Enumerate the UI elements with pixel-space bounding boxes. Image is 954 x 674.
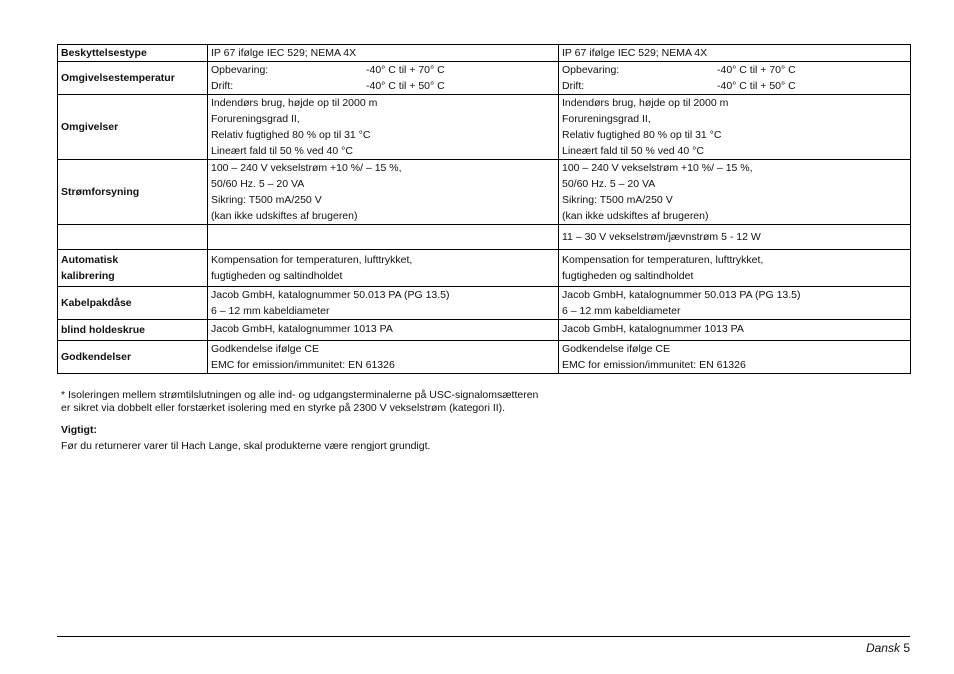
- row-label: [58, 250, 208, 287]
- cell-line: Lineært fald til 50 % ved 40 °C: [211, 145, 353, 157]
- footnote-line: er sikret via dobbelt eller forstærket isolering med en styrke på 2300 V vekselstrøm (kategori II).: [61, 402, 506, 414]
- table-row-cable-gland: [58, 287, 911, 320]
- cell-col1: [208, 320, 559, 341]
- row-label: Beskyttelsestype: [58, 45, 208, 62]
- cell-line: 50/60 Hz. 5 – 20 VA: [211, 178, 305, 190]
- row-label: blind holdeskrue: [58, 320, 208, 341]
- cell-line: Forureningsgrad II,: [562, 113, 651, 125]
- row-label-line: kalibrering: [61, 270, 115, 282]
- spec-table: [57, 44, 911, 374]
- pair-line: [211, 78, 555, 94]
- table-row-environment: [58, 95, 911, 160]
- pair-value: -40° C til + 50° C: [717, 80, 796, 92]
- pair-line: [211, 62, 555, 78]
- cell-col1: [208, 160, 559, 225]
- footer-language: Dansk: [865, 641, 900, 655]
- table-row-blind-screw: [58, 320, 911, 341]
- cell-col1: [208, 287, 559, 320]
- pair-key: Drift:: [562, 80, 585, 92]
- cell-line: Relativ fugtighed 80 % op til 31 °C: [562, 129, 722, 141]
- cell-line: Indendørs brug, højde op til 2000 m: [211, 97, 378, 109]
- pair-line: [562, 78, 907, 94]
- row-label: [58, 225, 208, 250]
- cell-col1: [208, 225, 559, 250]
- table-row-power-dc: [58, 225, 911, 250]
- cell-line: Jacob GmbH, katalognummer 50.013 PA (PG 13.5): [211, 289, 450, 301]
- table-row-protection: [58, 45, 911, 62]
- cell-col1: [208, 62, 559, 95]
- cell-line: 6 – 12 mm kabeldiameter: [562, 305, 681, 317]
- pair-value: -40° C til + 70° C: [366, 64, 445, 76]
- cell-col1: [208, 95, 559, 160]
- cell-line: 100 – 240 V vekselstrøm +10 %/ – 15 %,: [562, 162, 753, 174]
- cell-line: 50/60 Hz. 5 – 20 VA: [562, 178, 656, 190]
- table-row-approvals: [58, 341, 911, 374]
- pair-value: -40° C til + 70° C: [717, 64, 796, 76]
- footer-divider: [57, 636, 910, 637]
- cell-line: Relativ fugtighed 80 % op til 31 °C: [211, 129, 371, 141]
- cell-col2: [559, 287, 911, 320]
- notes-section: [61, 389, 538, 453]
- cell-line: Lineært fald til 50 % ved 40 °C: [562, 145, 704, 157]
- cell-line: Godkendelse ifølge CE: [211, 343, 319, 355]
- cell-col2: [559, 250, 911, 287]
- pair-value: -40° C til + 50° C: [366, 80, 445, 92]
- cell-line: Forureningsgrad II,: [211, 113, 300, 125]
- cell-col2: [559, 62, 911, 95]
- cell-line: 100 – 240 V vekselstrøm +10 %/ – 15 %,: [211, 162, 402, 174]
- cell-line: EMC for emission/immunitet: EN 61326: [211, 359, 395, 371]
- cell-col2: [559, 45, 911, 62]
- cell-line: EMC for emission/immunitet: EN 61326: [562, 359, 746, 371]
- cell-line: IP 67 ifølge IEC 529; NEMA 4X: [562, 47, 708, 59]
- footnote-line: * Isoleringen mellem strømtilslutningen og alle ind- og udgangsterminalerne på USC-signalomsætteren: [61, 389, 539, 401]
- cell-line: Godkendelse ifølge CE: [562, 343, 670, 355]
- cell-line: Jacob GmbH, katalognummer 50.013 PA (PG 13.5): [562, 289, 801, 301]
- important-heading: Vigtigt:: [61, 424, 97, 436]
- cell-line: IP 67 ifølge IEC 529; NEMA 4X: [211, 47, 357, 59]
- cell-line: Sikring: T500 mA/250 V: [562, 194, 673, 206]
- cell-line: (kan ikke udskiftes af brugeren): [562, 210, 709, 222]
- cell-col2: [559, 95, 911, 160]
- cell-col1: [208, 341, 559, 374]
- cell-line: Jacob GmbH, katalognummer 1013 PA: [562, 323, 744, 335]
- cell-col2: [559, 225, 911, 250]
- cell-line: Indendørs brug, højde op til 2000 m: [562, 97, 729, 109]
- cell-col1: [208, 45, 559, 62]
- row-label-line: Automatisk: [61, 254, 119, 266]
- table-row-calibration: [58, 250, 911, 287]
- table-row-temperature: [58, 62, 911, 95]
- cell-line: Kompensation for temperaturen, lufttrykket,: [562, 254, 764, 266]
- pair-key: Opbevaring:: [562, 64, 620, 76]
- cell-line: Jacob GmbH, katalognummer 1013 PA: [211, 323, 393, 335]
- row-label: Kabelpakdåse: [58, 287, 208, 320]
- cell-line: (kan ikke udskiftes af brugeren): [211, 210, 358, 222]
- pair-key: Drift:: [211, 80, 234, 92]
- cell-line: fugtigheden og saltindholdet: [562, 270, 694, 282]
- cell-line: Kompensation for temperaturen, lufttrykket,: [211, 254, 413, 266]
- row-label: Omgivelsestemperatur: [58, 62, 208, 95]
- cell-line: fugtigheden og saltindholdet: [211, 270, 343, 282]
- table-row-power: [58, 160, 911, 225]
- pair-line: [562, 62, 907, 78]
- pair-key: Opbevaring:: [211, 64, 269, 76]
- row-label: Godkendelser: [58, 341, 208, 374]
- important-text: Før du returnerer varer til Hach Lange, skal produkterne være rengjort grundigt.: [61, 440, 431, 452]
- row-label: Omgivelser: [58, 95, 208, 160]
- page-number: 5: [903, 641, 910, 655]
- cell-col2: [559, 341, 911, 374]
- page-footer: [866, 641, 910, 655]
- cell-col2: [559, 320, 911, 341]
- cell-line: 11 – 30 V vekselstrøm/jævnstrøm 5 - 12 W: [562, 231, 761, 243]
- cell-line: 6 – 12 mm kabeldiameter: [211, 305, 330, 317]
- cell-col2: [559, 160, 911, 225]
- cell-col1: [208, 250, 559, 287]
- cell-line: Sikring: T500 mA/250 V: [211, 194, 322, 206]
- row-label: Strømforsyning: [58, 160, 208, 225]
